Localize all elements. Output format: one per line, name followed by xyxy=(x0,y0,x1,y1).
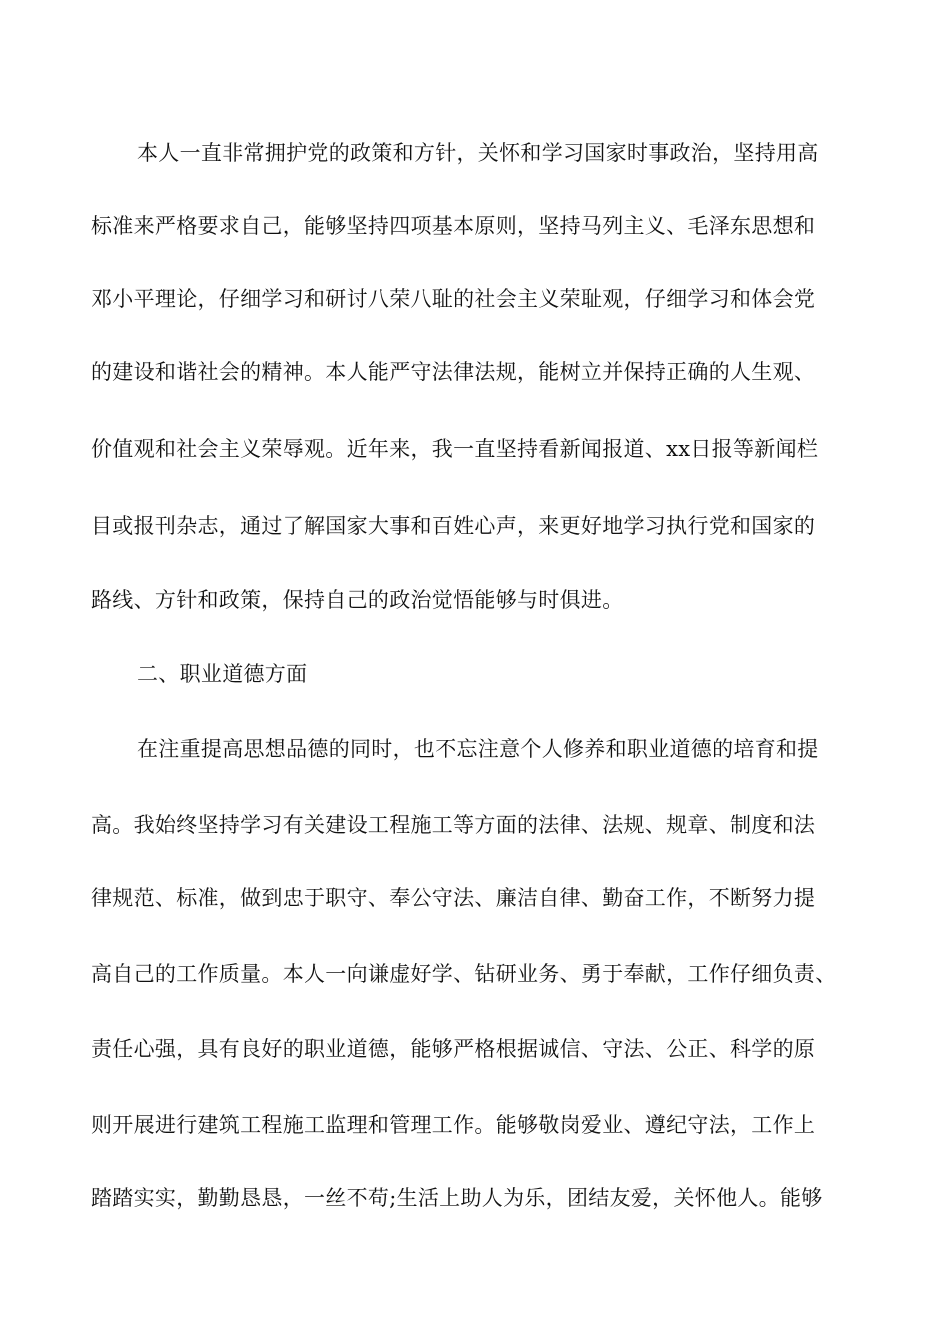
paragraph-2-line-6: 则开展进行建筑工程施工监理和管理工作。能够敬岗爱业、遵纪守法，工作上 xyxy=(91,1113,816,1137)
paragraph-2-line-1: 在注重提高思想品德的同时，也不忘注意个人修养和职业道德的培育和提 xyxy=(137,737,819,761)
paragraph-2-line-7: 踏踏实实，勤勤恳恳，一丝不苟;生活上助人为乐，团结友爱，关怀他人。能够 xyxy=(91,1186,823,1210)
paragraph-2-line-5: 责任心强，具有良好的职业道德，能够严格根据诚信、守法、公正、科学的原 xyxy=(91,1037,816,1061)
paragraph-1-line-6: 目或报刊杂志，通过了解国家大事和百姓心声，来更好地学习执行党和国家的 xyxy=(91,514,816,538)
paragraph-2-line-3: 律规范、标准，做到忠于职守、奉公守法、廉洁自律、勤奋工作，不断努力提 xyxy=(91,886,816,910)
paragraph-2-line-4: 高自己的工作质量。本人一向谦虚好学、钻研业务、勇于奉献，工作仔细负责、 xyxy=(91,962,837,986)
section-heading: 二、职业道德方面 xyxy=(137,662,308,686)
paragraph-1-line-1: 本人一直非常拥护党的政策和方针，关怀和学习国家时事政治，坚持用高 xyxy=(137,141,819,165)
paragraph-1-line-7: 路线、方针和政策，保持自己的政治觉悟能够与时俱进。 xyxy=(91,588,624,612)
paragraph-1-line-2: 标准来严格要求自己，能够坚持四项基本原则，坚持马列主义、毛泽东思想和 xyxy=(91,214,816,238)
paragraph-1-line-3: 邓小平理论，仔细学习和研讨八荣八耻的社会主义荣耻观，仔细学习和体会党 xyxy=(91,287,816,311)
paragraph-1-line-5: 价值观和社会主义荣辱观。近年来，我一直坚持看新闻报道、xx日报等新闻栏 xyxy=(91,437,819,461)
paragraph-2-line-2: 高。我始终坚持学习有关建设工程施工等方面的法律、法规、规章、制度和法 xyxy=(91,813,816,837)
paragraph-1-line-4: 的建设和谐社会的精神。本人能严守法律法规，能树立并保持正确的人生观、 xyxy=(91,360,816,384)
